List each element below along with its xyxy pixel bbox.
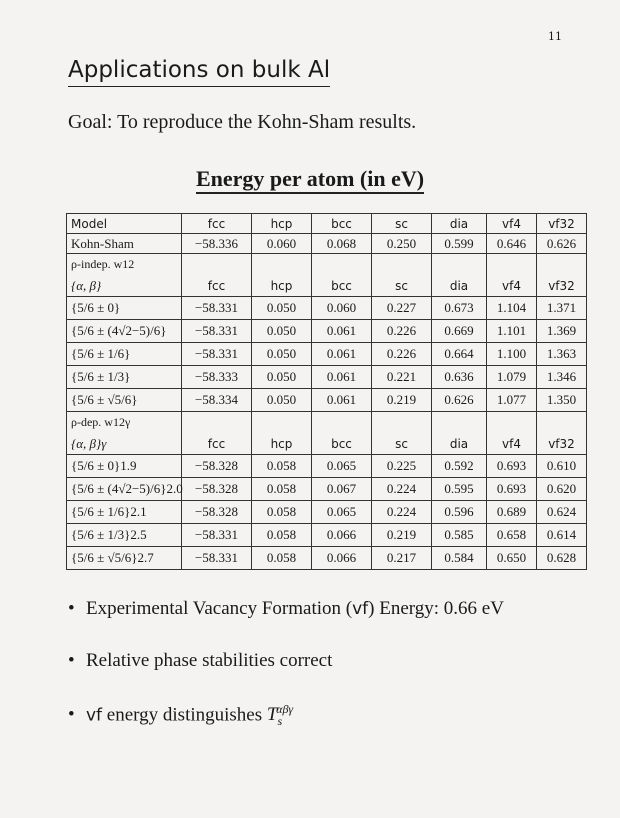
value-cell: −58.331 — [182, 547, 252, 570]
value-cell: 1.100 — [487, 343, 537, 366]
value-cell — [312, 254, 372, 276]
value-cell: 0.061 — [312, 343, 372, 366]
value-cell: vf4 — [487, 433, 537, 455]
value-cell: 0.596 — [432, 501, 487, 524]
value-cell: hcp — [252, 433, 312, 455]
row-label-cell: {α, β}γ — [67, 433, 182, 455]
table-title-text: Energy per atom (in eV) — [196, 166, 424, 194]
value-cell: −58.331 — [182, 524, 252, 547]
row-label-cell: {5/6 ± 1/3}2.5 — [67, 524, 182, 547]
row-label-cell: ρ-indep. w12 — [67, 254, 182, 276]
value-cell: 1.101 — [487, 320, 537, 343]
bullet-text: vf energy distinguishes $T_s^{\alpha\beta\gamma}$ — [86, 702, 294, 729]
value-cell: sc — [372, 275, 432, 297]
value-cell: 0.646 — [487, 234, 537, 254]
value-cell: 0.061 — [312, 320, 372, 343]
value-cell — [537, 254, 587, 276]
value-cell: −58.334 — [182, 389, 252, 412]
row-label-cell: ρ-dep. w12γ — [67, 412, 182, 434]
vf-abbrev: vf — [352, 599, 369, 619]
value-cell: 1.077 — [487, 389, 537, 412]
value-cell: −58.328 — [182, 501, 252, 524]
value-cell: 0.068 — [312, 234, 372, 254]
value-cell: 0.058 — [252, 547, 312, 570]
value-cell: 0.693 — [487, 455, 537, 478]
value-cell: 0.050 — [252, 320, 312, 343]
kohn-sham-row — [67, 234, 587, 254]
value-cell: 1.371 — [537, 297, 587, 320]
value-cell: 0.050 — [252, 297, 312, 320]
value-cell: 1.369 — [537, 320, 587, 343]
value-cell: 0.065 — [312, 455, 372, 478]
value-cell: 0.595 — [432, 478, 487, 501]
value-cell: 0.650 — [487, 547, 537, 570]
table-header-row — [67, 214, 587, 234]
value-cell — [487, 412, 537, 434]
row-label-cell: {5/6 ± √5/6}2.7 — [67, 547, 182, 570]
row-label-cell: {5/6 ± 0}1.9 — [67, 455, 182, 478]
value-cell: dia — [432, 214, 487, 234]
rho-dep-columns-row — [67, 433, 587, 455]
row-label-cell: {5/6 ± (4√2−5)/6} — [67, 320, 182, 343]
table-row — [67, 297, 587, 320]
row-label-cell: {5/6 ± √5/6} — [67, 389, 182, 412]
bullet-item — [68, 650, 504, 702]
value-cell: 0.061 — [312, 389, 372, 412]
value-cell — [182, 412, 252, 434]
value-cell — [252, 254, 312, 276]
value-cell: 0.628 — [537, 547, 587, 570]
value-cell: 0.620 — [537, 478, 587, 501]
rho-dep-section-label-row — [67, 412, 587, 434]
bullet-list — [68, 598, 504, 754]
table-row — [67, 501, 587, 524]
bullet-dot-icon: • — [68, 598, 75, 619]
value-cell: 0.693 — [487, 478, 537, 501]
value-cell: dia — [432, 433, 487, 455]
value-cell: 0.227 — [372, 297, 432, 320]
value-cell: 0.060 — [252, 234, 312, 254]
value-cell — [252, 412, 312, 434]
value-cell: 0.592 — [432, 455, 487, 478]
row-label-cell: {5/6 ± 1/3} — [67, 366, 182, 389]
value-cell — [372, 254, 432, 276]
value-cell: 0.599 — [432, 234, 487, 254]
value-cell: hcp — [252, 275, 312, 297]
value-cell: −58.328 — [182, 478, 252, 501]
row-label-cell: {5/6 ± (4√2−5)/6}2.0 — [67, 478, 182, 501]
value-cell: dia — [432, 275, 487, 297]
value-cell: sc — [372, 214, 432, 234]
value-cell: 0.226 — [372, 320, 432, 343]
value-cell: 0.067 — [312, 478, 372, 501]
value-cell — [432, 412, 487, 434]
value-cell: 0.219 — [372, 524, 432, 547]
table-row — [67, 455, 587, 478]
bullet-dot-icon: • — [68, 650, 75, 671]
value-cell — [182, 254, 252, 276]
value-cell: 0.217 — [372, 547, 432, 570]
value-cell — [537, 412, 587, 434]
bullet-item — [68, 702, 504, 754]
value-cell: −58.331 — [182, 320, 252, 343]
value-cell: 0.636 — [432, 366, 487, 389]
rho-indep-section-label-row — [67, 254, 587, 276]
value-cell: fcc — [182, 433, 252, 455]
value-cell: 0.225 — [372, 455, 432, 478]
value-cell — [312, 412, 372, 434]
value-cell: 0.626 — [432, 389, 487, 412]
value-cell: 0.626 — [537, 234, 587, 254]
value-cell: −58.336 — [182, 234, 252, 254]
row-label-cell: Kohn-Sham — [67, 234, 182, 254]
value-cell — [487, 254, 537, 276]
table-row — [67, 343, 587, 366]
bullet-dot-icon: • — [68, 704, 75, 726]
value-cell: 1.350 — [537, 389, 587, 412]
value-cell: 0.224 — [372, 501, 432, 524]
value-cell: sc — [372, 433, 432, 455]
table-row — [67, 478, 587, 501]
value-cell: 0.689 — [487, 501, 537, 524]
math-expression: $T_s^{\alpha\beta\gamma}$ — [266, 702, 294, 729]
value-cell: bcc — [312, 214, 372, 234]
value-cell: 0.066 — [312, 547, 372, 570]
page-number: 11 — [548, 30, 562, 43]
row-label-cell: Model — [67, 214, 182, 234]
value-cell — [372, 412, 432, 434]
value-cell: −58.331 — [182, 297, 252, 320]
value-cell: 0.219 — [372, 389, 432, 412]
row-label-cell: {5/6 ± 1/6}2.1 — [67, 501, 182, 524]
value-cell: 0.664 — [432, 343, 487, 366]
value-cell: 1.346 — [537, 366, 587, 389]
table-row — [67, 547, 587, 570]
value-cell: 0.065 — [312, 501, 372, 524]
value-cell: −58.333 — [182, 366, 252, 389]
value-cell: 0.058 — [252, 501, 312, 524]
value-cell: fcc — [182, 275, 252, 297]
value-cell: 0.614 — [537, 524, 587, 547]
value-cell: 0.050 — [252, 343, 312, 366]
value-cell: fcc — [182, 214, 252, 234]
value-cell: 0.066 — [312, 524, 372, 547]
value-cell: bcc — [312, 275, 372, 297]
value-cell: 0.226 — [372, 343, 432, 366]
value-cell: 1.363 — [537, 343, 587, 366]
row-label-cell: {5/6 ± 0} — [67, 297, 182, 320]
table-row — [67, 389, 587, 412]
slide-title: Applications on bulk Al — [68, 55, 330, 87]
value-cell: 0.673 — [432, 297, 487, 320]
value-cell: 0.224 — [372, 478, 432, 501]
row-label-cell: {5/6 ± 1/6} — [67, 343, 182, 366]
value-cell: 0.624 — [537, 501, 587, 524]
table-row — [67, 320, 587, 343]
value-cell: 0.221 — [372, 366, 432, 389]
value-cell — [432, 254, 487, 276]
value-cell: 0.658 — [487, 524, 537, 547]
energy-table — [66, 213, 587, 570]
value-cell: 0.050 — [252, 389, 312, 412]
goal-text: Goal: To reproduce the Kohn-Sham results. — [68, 111, 417, 133]
value-cell: 0.585 — [432, 524, 487, 547]
vf-abbrev: vf — [86, 705, 103, 726]
value-cell: 0.050 — [252, 366, 312, 389]
value-cell: 1.104 — [487, 297, 537, 320]
value-cell: 1.079 — [487, 366, 537, 389]
value-cell: vf32 — [537, 214, 587, 234]
value-cell: bcc — [312, 433, 372, 455]
value-cell: 0.250 — [372, 234, 432, 254]
value-cell: hcp — [252, 214, 312, 234]
bullet-text: Relative phase stabilities correct — [86, 650, 333, 671]
value-cell: vf32 — [537, 433, 587, 455]
value-cell: vf4 — [487, 275, 537, 297]
value-cell: 0.058 — [252, 478, 312, 501]
rho-indep-columns-row — [67, 275, 587, 297]
table-row — [67, 524, 587, 547]
bullet-item — [68, 598, 504, 650]
table-row — [67, 366, 587, 389]
bullet-text: Experimental Vacancy Formation (vf) Energy: 0.66 eV — [86, 598, 504, 619]
table-title — [0, 166, 620, 192]
value-cell: −58.328 — [182, 455, 252, 478]
value-cell: 0.058 — [252, 524, 312, 547]
row-label-cell: {α, β} — [67, 275, 182, 297]
value-cell: −58.331 — [182, 343, 252, 366]
value-cell: vf32 — [537, 275, 587, 297]
value-cell: 0.061 — [312, 366, 372, 389]
value-cell: 0.060 — [312, 297, 372, 320]
value-cell: 0.058 — [252, 455, 312, 478]
value-cell: 0.584 — [432, 547, 487, 570]
value-cell: vf4 — [487, 214, 537, 234]
value-cell: 0.669 — [432, 320, 487, 343]
value-cell: 0.610 — [537, 455, 587, 478]
